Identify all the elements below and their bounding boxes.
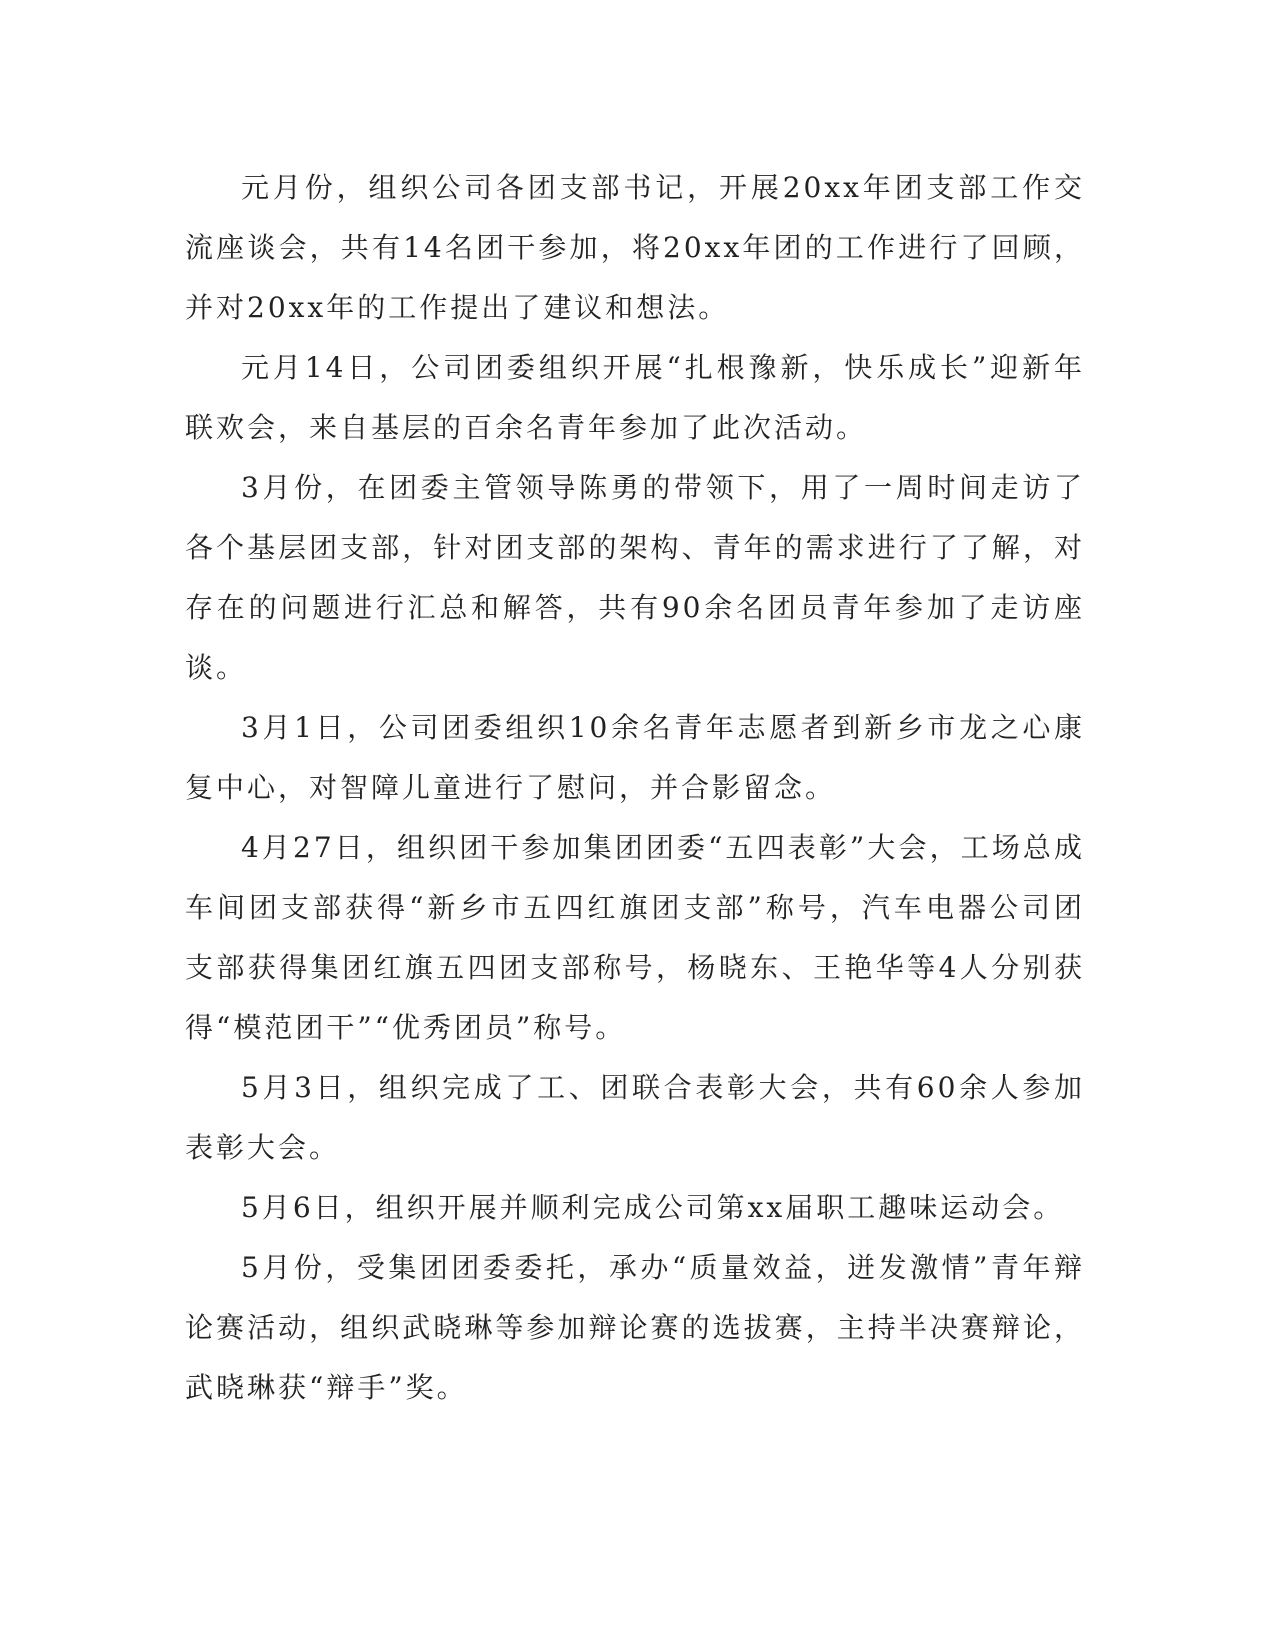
paragraph-january-meeting: 元月份，组织公司各团支部书记，开展20xx年团支部工作交流座谈会，共有14名团干参加，将20xx年团的工作进行了回顾，并对20xx年的工作提出了建议和想法。 <box>185 171 1085 324</box>
document-body <box>185 158 1085 1418</box>
paragraph-april-27-awards: 4月27日，组织团干参加集团团委“五四表彰”大会，工场总成车间团支部获得“新乡市五四红旗团支部”称号，汽车电器公司团支部获得集团红旗五四团支部称号，杨晓东、王艳华等4人分别获得“模范团干”“优秀团员”称号。 <box>185 831 1085 1044</box>
paragraph-may-3-ceremony: 5月3日，组织完成了工、团联合表彰大会，共有60余人参加表彰大会。 <box>185 1071 1085 1164</box>
paragraph-may-6-sports: 5月6日，组织开展并顺利完成公司第xx届职工趣味运动会。 <box>241 1191 1065 1224</box>
paragraph-january-14-gala: 元月14日，公司团委组织开展“扎根豫新，快乐成长”迎新年联欢会，来自基层的百余名青年参加了此次活动。 <box>185 351 1085 444</box>
paragraph-march-visits: 3月份，在团委主管领导陈勇的带领下，用了一周时间走访了各个基层团支部，针对团支部的架构、青年的需求进行了了解，对存在的问题进行汇总和解答，共有90余名团员青年参加了走访座谈。 <box>185 471 1085 684</box>
paragraph-may-debate: 5月份，受集团团委委托，承办“质量效益，迸发激情”青年辩论赛活动，组织武晓琳等参加辩论赛的选拔赛，主持半决赛辩论，武晓琳获“辩手”奖。 <box>185 1251 1085 1404</box>
paragraph-march-1-volunteers: 3月1日，公司团委组织10余名青年志愿者到新乡市龙之心康复中心，对智障儿童进行了慰问，并合影留念。 <box>185 711 1085 804</box>
